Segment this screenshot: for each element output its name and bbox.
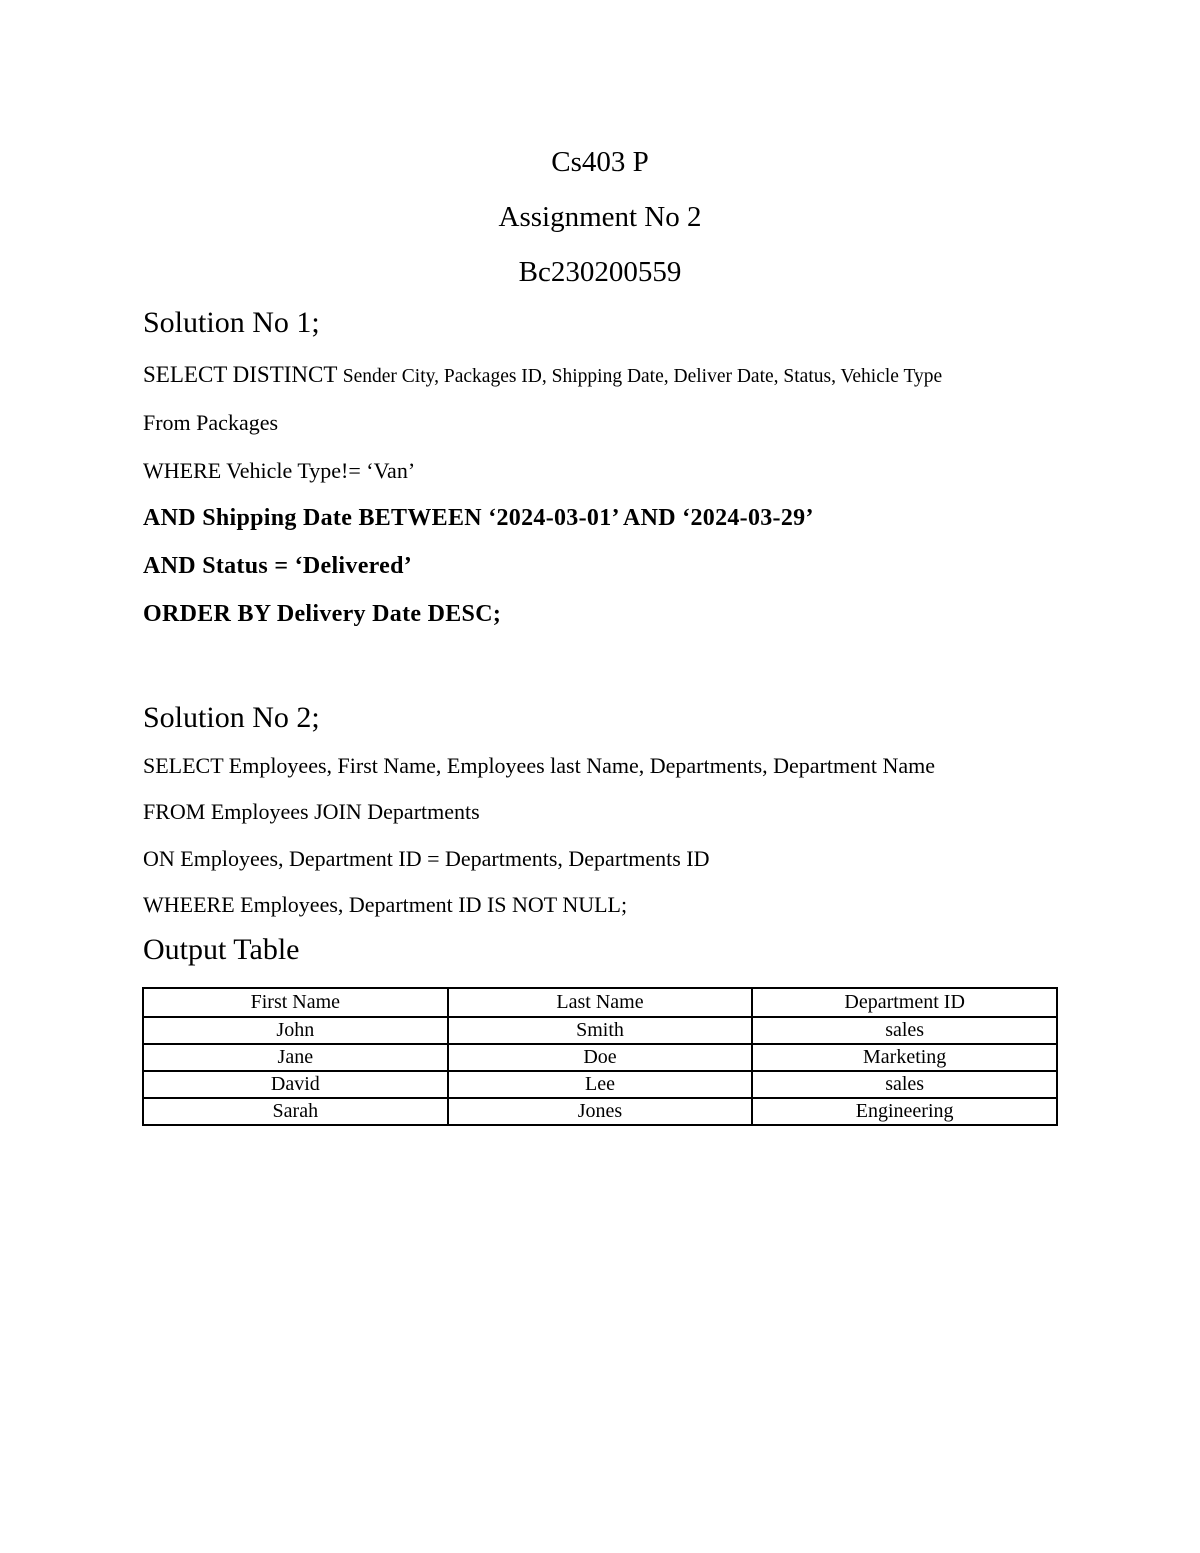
solution2-select-line: SELECT Employees, First Name, Employees last Name, Departments, Department Name [143,753,936,778]
table-cell: Jane [143,1044,448,1071]
solution1-select-line [143,362,942,388]
table-cell: Engineering [752,1098,1057,1125]
table-cell: sales [752,1071,1057,1098]
table-row [143,1071,1057,1098]
table-row [143,1044,1057,1071]
solution1-select-keyword: SELECT DISTINCT [143,362,343,387]
solution1-order-by-line: ORDER BY Delivery Date DESC; [143,601,502,627]
table-cell: Smith [448,1017,753,1044]
table-header-last-name: Last Name [448,988,753,1017]
solution2-from-line: FROM Employees JOIN Departments [143,799,480,824]
output-table [142,987,1058,1126]
solution1-and-status-line: AND Status = ‘Delivered’ [143,553,413,579]
solution1-and-shipping-line: AND Shipping Date BETWEEN ‘2024-03-01’ AND ‘2024-03-29’ [143,505,814,531]
solution1-from-line: From Packages [143,410,279,435]
table-cell: Lee [448,1071,753,1098]
table-row [143,1098,1057,1125]
solution2-heading: Solution No 2; [143,701,320,734]
output-table-heading: Output Table [143,933,300,966]
table-cell: Sarah [143,1098,448,1125]
output-table-body [143,1017,1057,1125]
doc-title-student-id: Bc230200559 [518,256,682,288]
table-cell: John [143,1017,448,1044]
solution2-where-line: WHEERE Employees, Department ID IS NOT NULL; [143,892,628,917]
table-cell: sales [752,1017,1057,1044]
doc-title-assignment: Assignment No 2 [498,201,702,233]
table-cell: Marketing [752,1044,1057,1071]
table-cell: Jones [448,1098,753,1125]
output-table-head [143,988,1057,1017]
table-header-first-name: First Name [143,988,448,1017]
solution2-on-line: ON Employees, Department ID = Departments, Departments ID [143,846,710,871]
solution1-select-columns: Sender City, Packages ID, Shipping Date, Deliver Date, Status, Vehicle Type [342,366,943,387]
table-row [143,1017,1057,1044]
table-header-row [143,988,1057,1017]
table-cell: David [143,1071,448,1098]
solution1-heading: Solution No 1; [143,306,320,339]
table-cell: Doe [448,1044,753,1071]
doc-title-course: Cs403 P [551,146,649,178]
table-header-department-id: Department ID [752,988,1057,1017]
solution1-where-line: WHERE Vehicle Type!= ‘Van’ [143,458,416,483]
